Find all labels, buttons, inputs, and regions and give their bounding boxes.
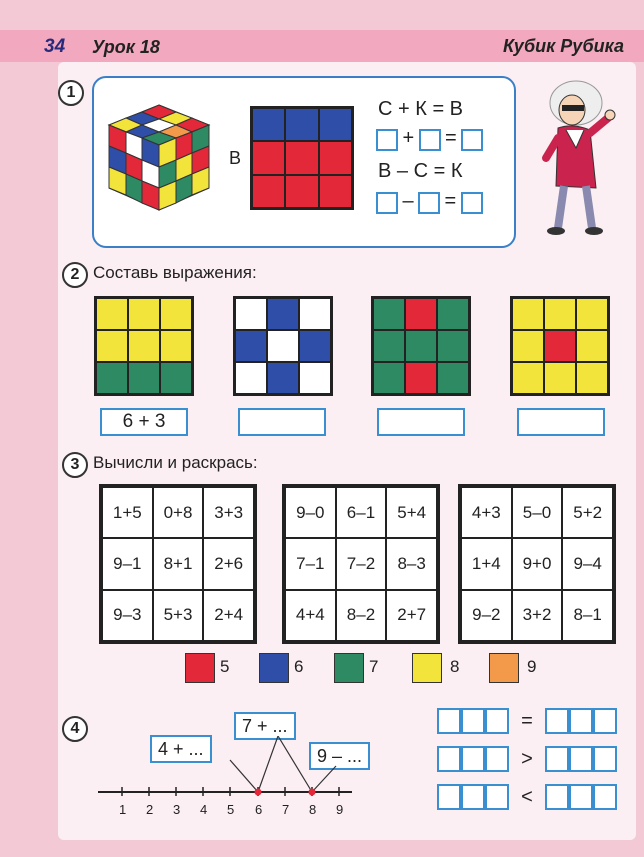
page-number: 34 xyxy=(44,36,66,57)
legend-swatch-5 xyxy=(185,653,215,683)
legend-value-9: 9 xyxy=(527,657,537,676)
pattern-cell xyxy=(576,298,608,330)
pattern-cell xyxy=(373,298,405,330)
calc-cell[interactable]: 8–1 xyxy=(562,590,613,641)
number-line xyxy=(96,736,356,796)
digit-box[interactable] xyxy=(461,784,485,810)
pattern-cell xyxy=(96,298,128,330)
face-cell xyxy=(252,108,285,141)
pattern-cell xyxy=(544,298,576,330)
calc-cell[interactable]: 9–3 xyxy=(102,590,153,641)
legend-swatch-7 xyxy=(334,653,364,683)
pattern-cell xyxy=(128,362,160,394)
legend-value-7: 7 xyxy=(369,657,379,676)
calc-cell[interactable]: 3+3 xyxy=(203,487,254,538)
pattern-cell xyxy=(160,362,192,394)
pattern-cell xyxy=(405,362,437,394)
answer-box[interactable] xyxy=(418,192,440,214)
tick-label-8: 8 xyxy=(309,802,317,817)
digit-box[interactable] xyxy=(485,708,509,734)
expression-answer-2[interactable] xyxy=(238,408,326,436)
tick-label-7: 7 xyxy=(282,802,290,817)
calc-grid-1 xyxy=(99,484,257,644)
pattern-cell xyxy=(512,330,544,362)
legend-value-6: 6 xyxy=(294,657,304,676)
tick-label-1: 1 xyxy=(119,802,127,817)
pattern-cell xyxy=(373,362,405,394)
comparison-row-less xyxy=(437,784,617,810)
calc-cell[interactable]: 2+4 xyxy=(203,590,254,641)
calc-grid-3 xyxy=(458,484,616,644)
calc-cell[interactable]: 9+0 xyxy=(512,538,563,589)
lesson-title: Урок 18 xyxy=(92,37,160,57)
pattern-grid-1 xyxy=(94,296,194,396)
digit-boxes-right xyxy=(545,746,617,772)
expression-answer-1[interactable]: 6 + 3 xyxy=(100,408,188,436)
digit-boxes-right xyxy=(545,708,617,734)
comparison-row-equal xyxy=(437,708,617,734)
equal-sign: = xyxy=(521,709,533,732)
topic-title: Кубик Рубика xyxy=(502,36,624,56)
expression-answer-3[interactable] xyxy=(377,408,465,436)
calc-cell[interactable]: 8–2 xyxy=(336,590,387,641)
tick-label-6: 6 xyxy=(255,802,263,817)
pattern-cell xyxy=(437,362,469,394)
equation-diff-letters: В – С = К xyxy=(378,160,463,182)
calc-cell[interactable]: 5+3 xyxy=(153,590,204,641)
pattern-cell xyxy=(544,330,576,362)
cube-face-letter: В xyxy=(229,148,242,168)
calc-cell[interactable]: 1+5 xyxy=(102,487,153,538)
digit-boxes-left xyxy=(437,708,509,734)
calc-cell[interactable]: 5+2 xyxy=(562,487,613,538)
answer-box[interactable] xyxy=(376,129,398,151)
digit-boxes-left xyxy=(437,784,509,810)
answer-box[interactable] xyxy=(419,129,441,151)
plus-sign: + xyxy=(402,127,415,149)
face-cell xyxy=(252,175,285,208)
calc-cell[interactable]: 7–1 xyxy=(285,538,336,589)
legend-swatch-9 xyxy=(489,653,519,683)
equals-sign: = xyxy=(444,190,457,212)
task2-title: Составь выражения: xyxy=(93,263,257,282)
callout-4-plus: 4 + ... xyxy=(150,735,212,763)
pattern-cell xyxy=(96,362,128,394)
pattern-cell xyxy=(299,298,331,330)
digit-box[interactable] xyxy=(569,746,593,772)
callout-7-plus: 7 + ... xyxy=(234,712,296,740)
pattern-cell xyxy=(405,330,437,362)
pattern-cell xyxy=(267,298,299,330)
pattern-cell xyxy=(128,330,160,362)
calc-grid-2 xyxy=(282,484,440,644)
calc-cell[interactable]: 9–4 xyxy=(562,538,613,589)
answer-box[interactable] xyxy=(461,192,483,214)
digit-box[interactable] xyxy=(485,746,509,772)
minus-sign: – xyxy=(402,190,414,212)
digit-box[interactable] xyxy=(545,784,569,810)
calc-cell[interactable]: 8+1 xyxy=(153,538,204,589)
pattern-cell xyxy=(96,330,128,362)
pattern-cell xyxy=(512,362,544,394)
pattern-grid-4 xyxy=(510,296,610,396)
pattern-cell xyxy=(267,362,299,394)
face-cell xyxy=(319,108,352,141)
tick-label-3: 3 xyxy=(173,802,181,817)
rubik-cube-illustration xyxy=(104,100,214,215)
legend-swatch-8 xyxy=(412,653,442,683)
calc-cell[interactable]: 2+6 xyxy=(203,538,254,589)
calc-cell[interactable]: 2+7 xyxy=(386,590,437,641)
equation-sum-boxes xyxy=(376,127,483,151)
digit-box[interactable] xyxy=(593,784,617,810)
legend-swatch-6 xyxy=(259,653,289,683)
digit-box[interactable] xyxy=(461,708,485,734)
face-cell xyxy=(285,141,318,174)
digit-boxes-left xyxy=(437,746,509,772)
digit-box[interactable] xyxy=(545,746,569,772)
calc-cell[interactable]: 4+4 xyxy=(285,590,336,641)
pattern-cell xyxy=(267,330,299,362)
less-sign: < xyxy=(521,785,533,808)
pattern-cell xyxy=(512,298,544,330)
digit-box[interactable] xyxy=(545,708,569,734)
pattern-grid-3 xyxy=(371,296,471,396)
task-number-2: 2 xyxy=(62,262,88,288)
tick-label-5: 5 xyxy=(227,802,235,817)
tick-label-9: 9 xyxy=(336,802,344,817)
pattern-cell xyxy=(235,362,267,394)
pattern-grid-2 xyxy=(233,296,333,396)
pattern-cell xyxy=(235,330,267,362)
pattern-cell xyxy=(373,330,405,362)
professor-illustration xyxy=(528,78,628,238)
pattern-cell xyxy=(160,298,192,330)
legend-value-8: 8 xyxy=(450,657,460,676)
calc-cell[interactable]: 6–1 xyxy=(336,487,387,538)
calc-cell[interactable]: 9–0 xyxy=(285,487,336,538)
calc-cell[interactable]: 8–3 xyxy=(386,538,437,589)
face-cell xyxy=(252,141,285,174)
digit-box[interactable] xyxy=(569,708,593,734)
pattern-cell xyxy=(437,298,469,330)
pattern-cell xyxy=(235,298,267,330)
answer-box[interactable] xyxy=(376,192,398,214)
calc-cell[interactable]: 9–2 xyxy=(461,590,512,641)
pattern-cell xyxy=(544,362,576,394)
digit-box[interactable] xyxy=(437,708,461,734)
pattern-cell xyxy=(299,330,331,362)
pattern-cell xyxy=(128,298,160,330)
answer-box[interactable] xyxy=(461,129,483,151)
tick-label-4: 4 xyxy=(200,802,208,817)
calc-cell[interactable]: 5+4 xyxy=(386,487,437,538)
calc-cell[interactable]: 4+3 xyxy=(461,487,512,538)
pattern-cell xyxy=(437,330,469,362)
pattern-cell xyxy=(576,362,608,394)
pattern-cell xyxy=(405,298,437,330)
comparison-row-greater xyxy=(437,746,617,772)
calc-cell[interactable]: 7–2 xyxy=(336,538,387,589)
pattern-cell xyxy=(160,330,192,362)
digit-box[interactable] xyxy=(569,784,593,810)
tick-label-2: 2 xyxy=(146,802,154,817)
face-cell xyxy=(285,108,318,141)
digit-box[interactable] xyxy=(593,746,617,772)
task-number-3: 3 xyxy=(62,452,88,478)
callout-9-minus: 9 – ... xyxy=(309,742,370,770)
calc-cell[interactable]: 1+4 xyxy=(461,538,512,589)
legend-value-5: 5 xyxy=(220,657,230,676)
calc-cell[interactable]: 9–1 xyxy=(102,538,153,589)
expression-answer-4[interactable] xyxy=(517,408,605,436)
face-cell xyxy=(319,175,352,208)
digit-box[interactable] xyxy=(485,784,509,810)
task3-title: Вычисли и раскрась: xyxy=(93,453,258,472)
face-cell xyxy=(319,141,352,174)
digit-boxes-right xyxy=(545,784,617,810)
digit-box[interactable] xyxy=(461,746,485,772)
digit-box[interactable] xyxy=(593,708,617,734)
greater-sign: > xyxy=(521,747,533,770)
calc-cell[interactable]: 5–0 xyxy=(512,487,563,538)
task-number-4: 4 xyxy=(62,716,88,742)
calc-cell[interactable]: 0+8 xyxy=(153,487,204,538)
equals-sign: = xyxy=(445,127,457,149)
pattern-cell xyxy=(576,330,608,362)
digit-box[interactable] xyxy=(437,746,461,772)
face-cell xyxy=(285,175,318,208)
cube-face-grid xyxy=(250,106,354,210)
digit-box[interactable] xyxy=(437,784,461,810)
task-number-1: 1 xyxy=(58,80,84,106)
equation-sum-letters: С + К = В xyxy=(378,98,464,120)
pattern-cell xyxy=(299,362,331,394)
equation-diff-boxes xyxy=(376,190,483,214)
calc-cell[interactable]: 3+2 xyxy=(512,590,563,641)
